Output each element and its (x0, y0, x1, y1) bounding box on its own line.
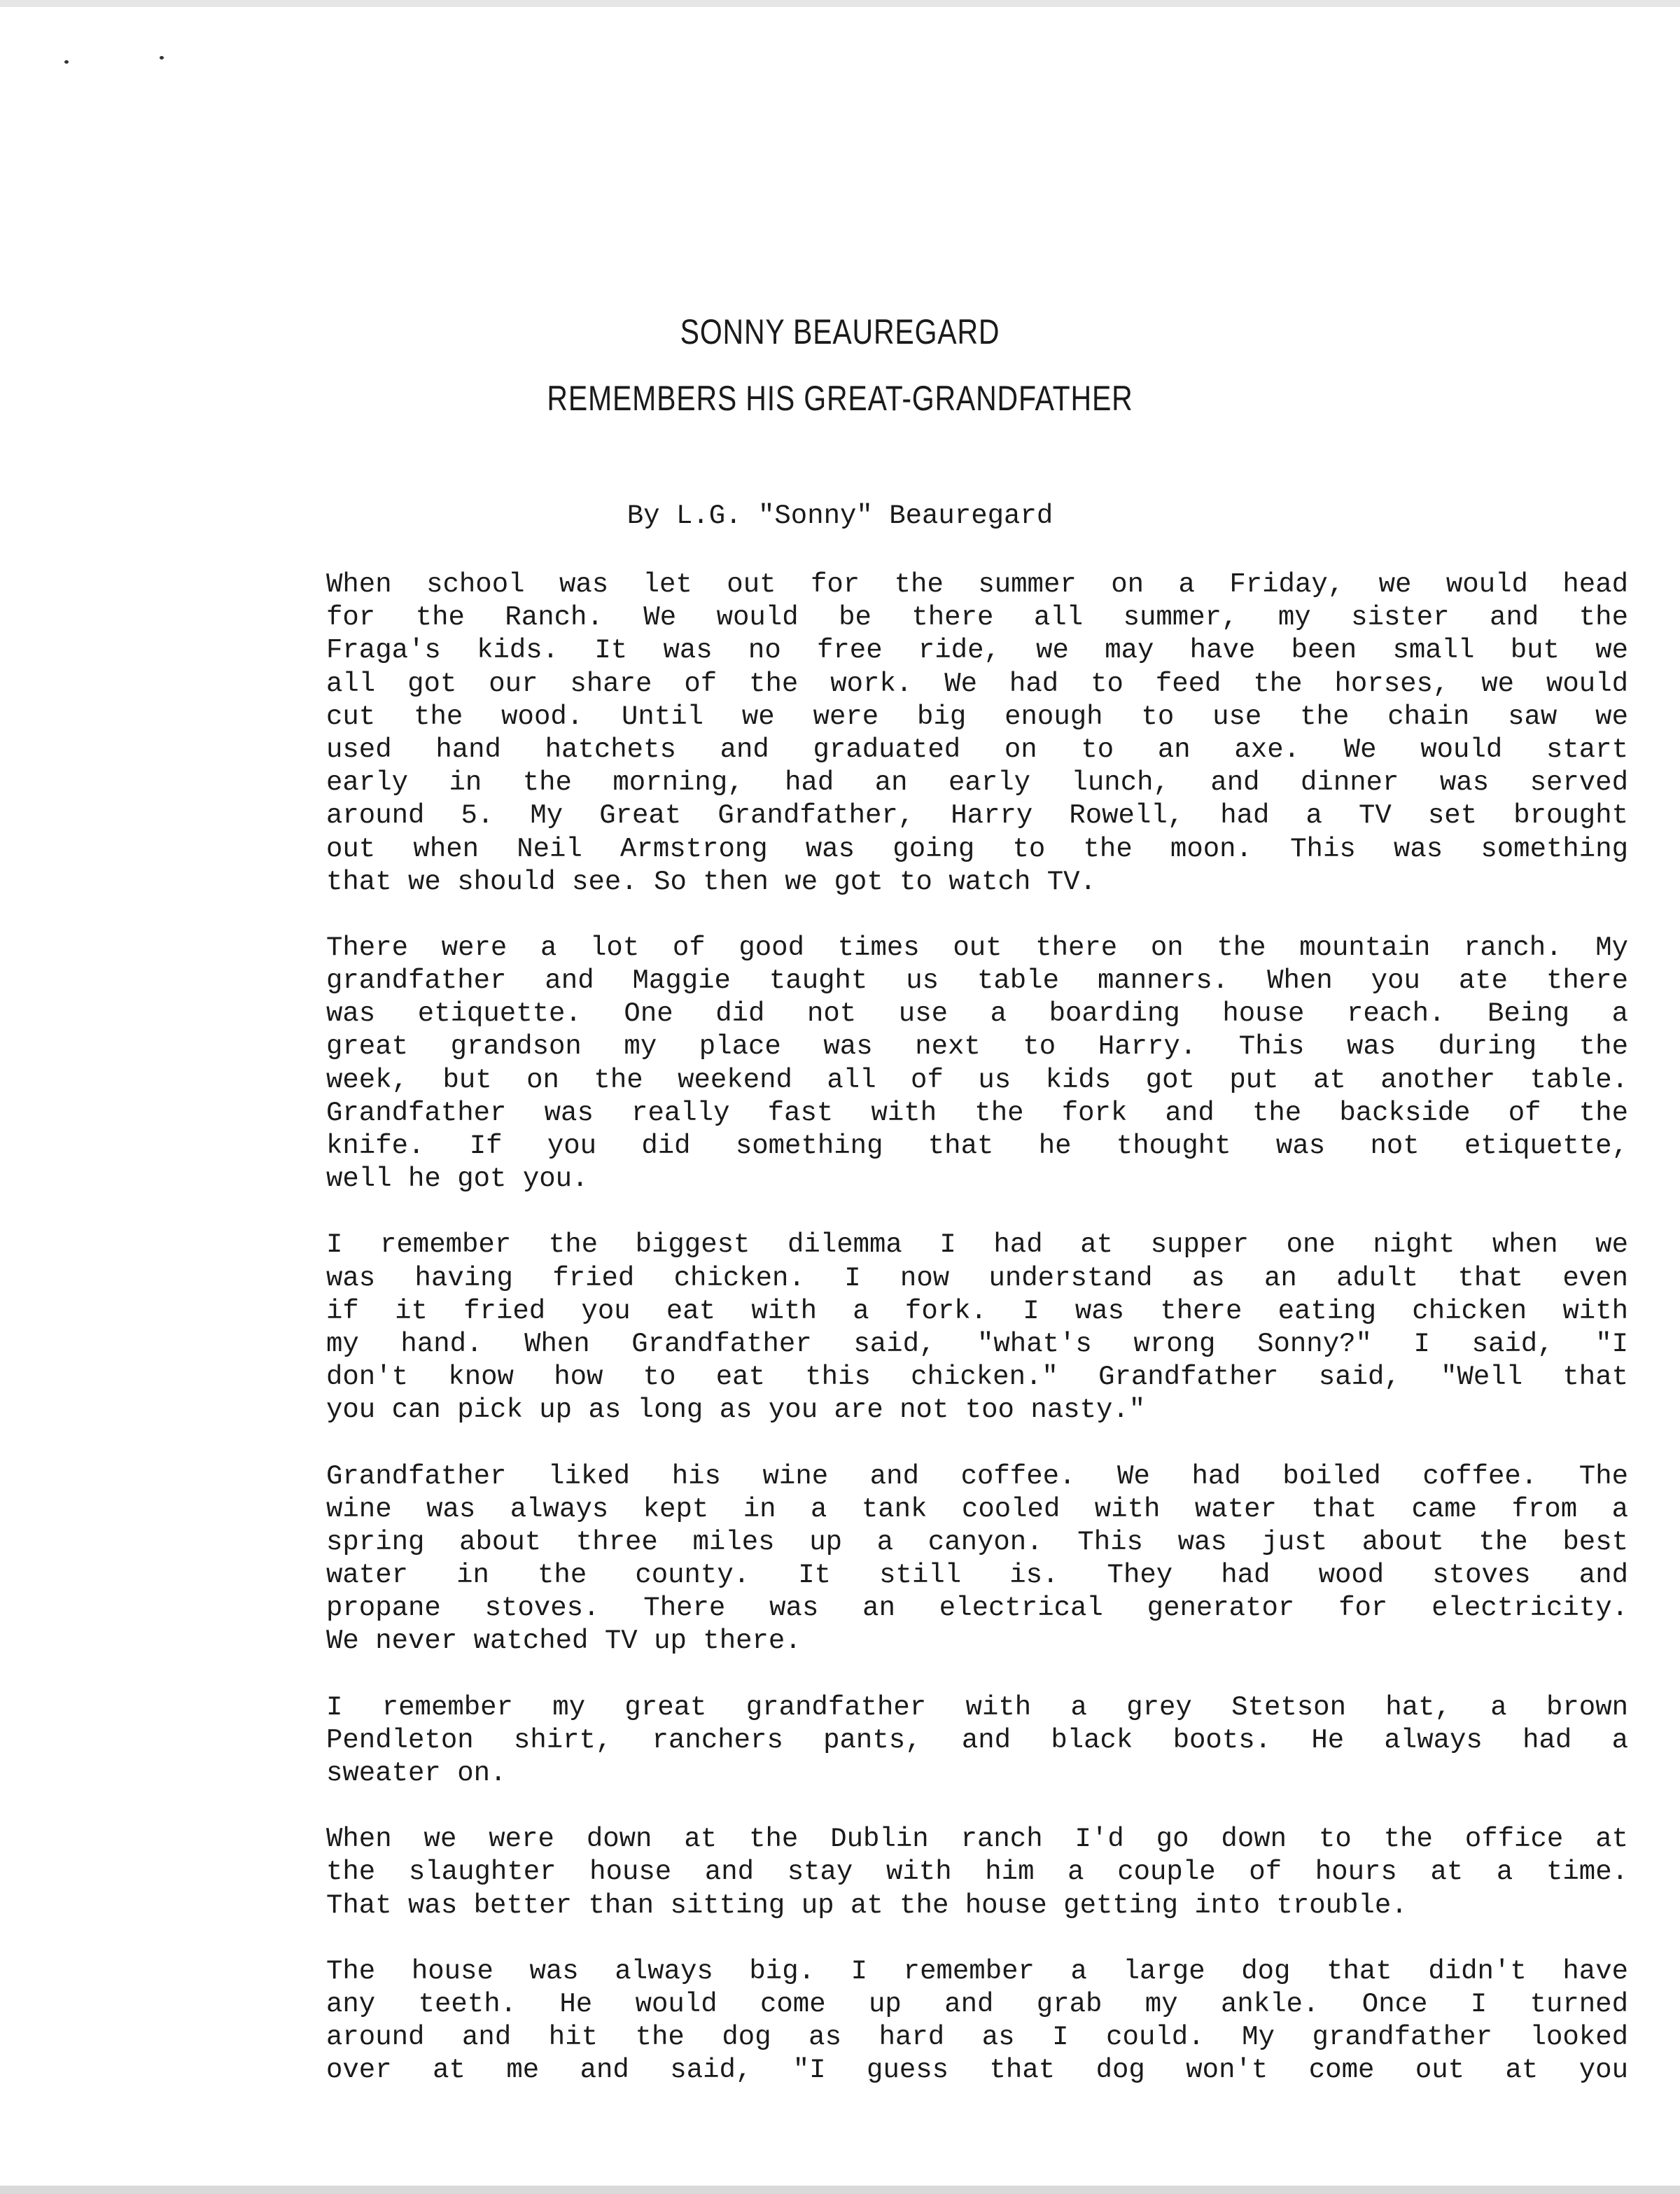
text-line: was etiquette. One did not use a boarding house reach. Being a (326, 998, 1628, 1030)
text-line: that we should see. So then we got to watch TV. (326, 866, 1096, 897)
text-line: all got our share of the work. We had to feed the horses, we would (326, 668, 1628, 699)
paragraph (326, 932, 1628, 1196)
byline: By L.G. "Sonny" Beauregard (626, 501, 1054, 531)
text-line: well he got you. (326, 1164, 589, 1195)
text-line: grandfather and Maggie taught us table manners. When you ate there (326, 965, 1628, 997)
text-line: sweater on. (326, 1758, 507, 1789)
text-line: any teeth. He would come up and grab my ankle. Once I turned (326, 1988, 1628, 2020)
text-line: out when Neil Armstrong was going to the moon. This was something (326, 833, 1628, 865)
text-line: if it fried you eat with a fork. I was there eating chicken with (326, 1295, 1628, 1327)
text-line: knife. If you did something that he thought was not etiquette, (326, 1131, 1628, 1161)
scan-speck (64, 60, 69, 64)
text-line: the slaughter house and stay with him a couple of hours at a time. (326, 1857, 1628, 1888)
text-line: was having fried chicken. I now understand as an adult that even (326, 1262, 1628, 1294)
text-line: wine was always kept in a tank cooled with water that came from a (326, 1493, 1628, 1525)
scan-bottom-edge (0, 2186, 1680, 2194)
paragraph (326, 1691, 1628, 1791)
article-body (326, 568, 1628, 2120)
text-line: you can pick up as long as you are not too nasty." (326, 1395, 1146, 1426)
paragraph (326, 1229, 1628, 1427)
text-line: The house was always big. I remember a large dog that didn't have (326, 1955, 1628, 1987)
text-line: early in the morning, had an early lunch, and dinner was served (326, 767, 1628, 799)
text-line: propane stoves. There was an electrical generator for electricity. (326, 1593, 1628, 1624)
text-line: That was better than sitting up at the house getting into trouble. (326, 1889, 1408, 1921)
text-line: Pendleton shirt, ranchers pants, and black boots. He always had a (326, 1724, 1628, 1756)
paragraph (326, 568, 1628, 899)
text-line: Grandfather liked his wine and coffee. We had boiled coffee. The (326, 1460, 1628, 1492)
title-line-1: SONNY BEAUREGARD (680, 312, 1000, 351)
text-line: used hand hatchets and graduated on to an axe. We would start (326, 734, 1628, 765)
text-line: spring about three miles up a canyon. This was just about the best (326, 1526, 1628, 1558)
text-line: Grandfather was really fast with the fork and the backside of the (326, 1097, 1628, 1129)
text-line: around and hit the dog as hard as I could. My grandfather looked (326, 2022, 1628, 2053)
text-line: I remember the biggest dilemma I had at supper one night when we (326, 1229, 1628, 1261)
title-line-2: REMEMBERS HIS GREAT-GRANDFATHER (547, 379, 1133, 418)
paragraph (326, 1955, 1628, 2088)
text-line: We never watched TV up there. (326, 1626, 802, 1657)
text-line: over at me and said, "I guess that dog won't come out at you (326, 2055, 1628, 2086)
text-line: I remember my great grandfather with a grey Stetson hat, a brown (326, 1691, 1628, 1723)
text-line: don't know how to eat this chicken." Grandfather said, "Well that (326, 1362, 1628, 1393)
scan-top-edge (0, 0, 1680, 7)
text-line: great grandson my place was next to Harry. This was during the (326, 1031, 1628, 1063)
text-line: around 5. My Great Grandfather, Harry Rowell, had a TV set brought (326, 800, 1628, 832)
text-line: When school was let out for the summer on a Friday, we would head (326, 569, 1628, 600)
text-line: week, but on the weekend all of us kids got put at another table. (326, 1064, 1628, 1096)
scan-speck (160, 56, 164, 60)
text-line: Fraga's kids. It was no free ride, we may have been small but we (326, 635, 1628, 666)
paragraph (326, 1823, 1628, 1922)
text-line: water in the county. It still is. They had wood stoves and (326, 1560, 1628, 1591)
text-line: There were a lot of good times out there on the mountain ranch. My (326, 932, 1628, 963)
text-line: my hand. When Grandfather said, "what's wrong Sonny?" I said, "I (326, 1328, 1628, 1360)
text-line: When we were down at the Dublin ranch I'd go down to the office at (326, 1824, 1628, 1855)
paragraph (326, 1460, 1628, 1658)
text-line: for the Ranch. We would be there all summer, my sister and the (326, 602, 1628, 634)
text-line: cut the wood. Until we were big enough to use the chain saw we (326, 701, 1628, 732)
